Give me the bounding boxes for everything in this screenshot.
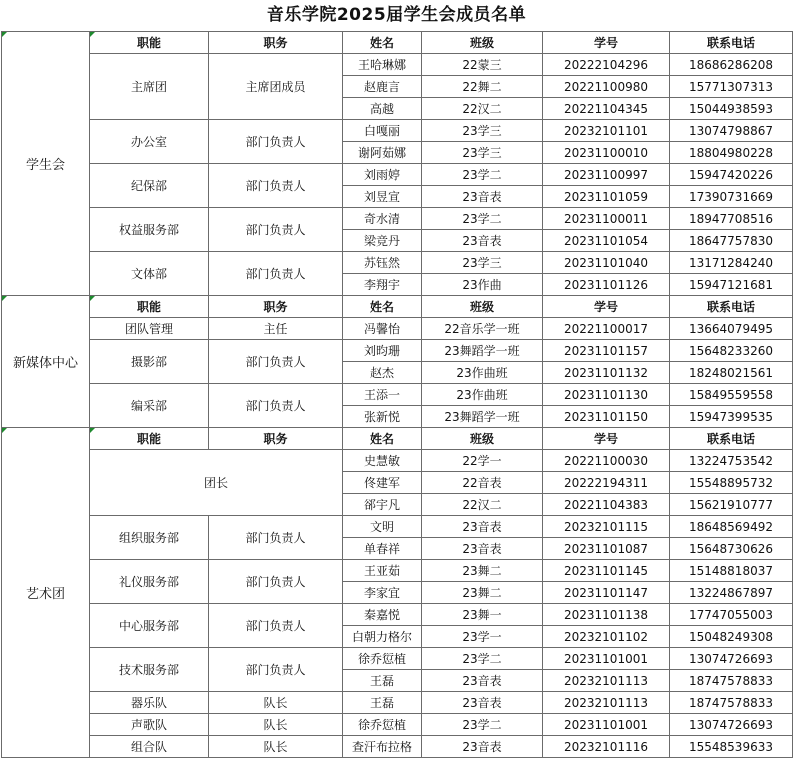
member-student-id: 20231101054 [543,230,670,252]
member-phone: 13664079495 [670,318,793,340]
section-name: 学生会 [2,32,90,296]
member-class: 23音表 [422,670,543,692]
column-header-phone: 联系电话 [670,296,793,318]
member-student-id: 20231101040 [543,252,670,274]
member-name: 李翔宇 [343,274,422,296]
column-header-id: 学号 [543,296,670,318]
member-phone: 15648233260 [670,340,793,362]
column-header-role: 职能 [90,296,209,318]
member-name: 佟建军 [343,472,422,494]
member-student-id: 20221100030 [543,450,670,472]
member-name: 史慧敏 [343,450,422,472]
member-phone: 15548895732 [670,472,793,494]
member-student-id: 20221100980 [543,76,670,98]
member-class: 23音表 [422,516,543,538]
member-name: 王亚茹 [343,560,422,582]
group-duty: 部门负责人 [209,252,343,296]
member-phone: 18647757830 [670,230,793,252]
member-student-id: 20231100010 [543,142,670,164]
table-row [2,648,793,670]
group-role: 团队管理 [90,318,209,340]
member-name: 冯馨怡 [343,318,422,340]
member-student-id: 20231101001 [543,714,670,736]
member-student-id: 20231101087 [543,538,670,560]
member-class: 23学一 [422,626,543,648]
table-row [2,318,793,340]
member-student-id: 20231100011 [543,208,670,230]
member-name: 谢阿茹娜 [343,142,422,164]
member-student-id: 20231101145 [543,560,670,582]
member-class: 22音乐学一班 [422,318,543,340]
section-header-row [2,32,793,54]
member-student-id: 20222194311 [543,472,670,494]
member-student-id: 20222104296 [543,54,670,76]
member-phone: 13171284240 [670,252,793,274]
member-class: 22汉二 [422,98,543,120]
table-row [2,714,793,736]
member-name: 王添一 [343,384,422,406]
member-name: 刘昱宣 [343,186,422,208]
member-phone: 18686286208 [670,54,793,76]
column-header-phone: 联系电话 [670,32,793,54]
group-role: 组织服务部 [90,516,209,560]
member-student-id: 20221100017 [543,318,670,340]
member-phone: 15548539633 [670,736,793,758]
group-duty: 部门负责人 [209,604,343,648]
group-duty: 部门负责人 [209,208,343,252]
member-phone: 15048249308 [670,626,793,648]
group-duty: 部门负责人 [209,164,343,208]
group-duty: 队长 [209,736,343,758]
member-name: 文明 [343,516,422,538]
member-phone: 18747578833 [670,670,793,692]
member-student-id: 20232101113 [543,692,670,714]
member-name: 刘昀珊 [343,340,422,362]
member-name: 徐乔愆植 [343,648,422,670]
member-phone: 13074726693 [670,714,793,736]
column-header-name: 姓名 [343,428,422,450]
member-name: 赵杰 [343,362,422,384]
member-phone: 18248021561 [670,362,793,384]
member-class: 22音表 [422,472,543,494]
group-duty: 主任 [209,318,343,340]
member-student-id: 20232101102 [543,626,670,648]
group-role: 办公室 [90,120,209,164]
member-name: 白朝力格尔 [343,626,422,648]
table-row [2,560,793,582]
member-name: 李家宜 [343,582,422,604]
member-student-id: 20231101001 [543,648,670,670]
table-row [2,164,793,186]
group-duty: 部门负责人 [209,560,343,604]
member-student-id: 20231101157 [543,340,670,362]
member-student-id: 20231101150 [543,406,670,428]
member-class: 23作曲班 [422,384,543,406]
member-name: 郤宇凡 [343,494,422,516]
member-phone: 15947121681 [670,274,793,296]
section-header-row [2,428,793,450]
member-name: 徐乔愆植 [343,714,422,736]
table-row [2,120,793,142]
page-title: 音乐学院2025届学生会成员名单 [266,5,527,25]
member-class: 22蒙三 [422,54,543,76]
member-class: 22汉二 [422,494,543,516]
group-role: 技术服务部 [90,648,209,692]
table-row [2,604,793,626]
member-student-id: 20231101138 [543,604,670,626]
group-duty: 部门负责人 [209,384,343,428]
member-phone: 15648730626 [670,538,793,560]
member-class: 23作曲班 [422,362,543,384]
member-class: 23舞蹈学一班 [422,340,543,362]
member-class: 23作曲 [422,274,543,296]
member-phone: 13224867897 [670,582,793,604]
column-header-role: 职能 [90,32,209,54]
member-name: 王磊 [343,692,422,714]
member-phone: 13074726693 [670,648,793,670]
member-name: 王哈琳娜 [343,54,422,76]
member-name: 白嘎丽 [343,120,422,142]
member-student-id: 20231101130 [543,384,670,406]
table-row [2,450,793,472]
member-phone: 15771307313 [670,76,793,98]
member-class: 23学三 [422,252,543,274]
section-name: 新媒体中心 [2,296,90,428]
column-header-id: 学号 [543,32,670,54]
member-phone: 15044938593 [670,98,793,120]
member-student-id: 20232101101 [543,120,670,142]
table-row [2,340,793,362]
member-phone: 15148818037 [670,560,793,582]
member-class: 22舞二 [422,76,543,98]
member-student-id: 20231101059 [543,186,670,208]
member-class: 23音表 [422,692,543,714]
table-row [2,208,793,230]
member-name: 王磊 [343,670,422,692]
member-class: 23学二 [422,164,543,186]
group-role: 权益服务部 [90,208,209,252]
column-header-duty: 职务 [209,428,343,450]
column-header-id: 学号 [543,428,670,450]
roster-table [1,31,793,758]
column-header-name: 姓名 [343,296,422,318]
member-student-id: 20231101132 [543,362,670,384]
section-name: 艺术团 [2,428,90,758]
member-phone: 13224753542 [670,450,793,472]
member-name: 梁竞丹 [343,230,422,252]
group-role: 器乐队 [90,692,209,714]
section-header-row [2,296,793,318]
group-role: 声歌队 [90,714,209,736]
member-phone: 15849559558 [670,384,793,406]
member-class: 23舞二 [422,560,543,582]
group-role: 礼仪服务部 [90,560,209,604]
member-name: 刘雨婷 [343,164,422,186]
column-header-name: 姓名 [343,32,422,54]
group-duty: 队长 [209,714,343,736]
member-class: 23音表 [422,736,543,758]
member-phone: 15947420226 [670,164,793,186]
member-class: 23舞一 [422,604,543,626]
member-name: 秦嘉悦 [343,604,422,626]
group-duty: 队长 [209,692,343,714]
member-student-id: 20221104383 [543,494,670,516]
table-row [2,252,793,274]
member-phone: 13074798867 [670,120,793,142]
member-class: 23舞二 [422,582,543,604]
group-duty: 部门负责人 [209,120,343,164]
column-header-phone: 联系电话 [670,428,793,450]
column-header-role: 职能 [90,428,209,450]
group-duty: 部门负责人 [209,516,343,560]
member-phone: 15621910777 [670,494,793,516]
member-class: 23音表 [422,230,543,252]
column-header-class: 班级 [422,296,543,318]
member-class: 23学二 [422,648,543,670]
table-row [2,692,793,714]
member-name: 苏钰然 [343,252,422,274]
member-student-id: 20232101115 [543,516,670,538]
group-role: 编采部 [90,384,209,428]
member-phone: 17390731669 [670,186,793,208]
group-role: 文体部 [90,252,209,296]
member-student-id: 20231101126 [543,274,670,296]
member-name: 高越 [343,98,422,120]
member-phone: 17747055003 [670,604,793,626]
member-class: 22学一 [422,450,543,472]
member-student-id: 20231101147 [543,582,670,604]
table-row [2,516,793,538]
table-row [2,54,793,76]
member-class: 23舞蹈学一班 [422,406,543,428]
member-phone: 18648569492 [670,516,793,538]
group-role: 中心服务部 [90,604,209,648]
member-student-id: 20221104345 [543,98,670,120]
group-duty: 主席团成员 [209,54,343,120]
member-name: 单春祥 [343,538,422,560]
member-class: 23音表 [422,186,543,208]
member-class: 23音表 [422,538,543,560]
group-role: 团长 [90,450,343,516]
group-duty: 部门负责人 [209,648,343,692]
group-role: 主席团 [90,54,209,120]
member-class: 23学二 [422,208,543,230]
table-row [2,736,793,758]
member-phone: 15947399535 [670,406,793,428]
member-name: 赵鹿言 [343,76,422,98]
member-student-id: 20232101116 [543,736,670,758]
table-row [2,384,793,406]
member-phone: 18804980228 [670,142,793,164]
member-class: 23学二 [422,714,543,736]
column-header-duty: 职务 [209,296,343,318]
member-student-id: 20232101113 [543,670,670,692]
group-role: 组合队 [90,736,209,758]
member-phone: 18947708516 [670,208,793,230]
group-duty: 部门负责人 [209,340,343,384]
column-header-class: 班级 [422,428,543,450]
member-phone: 18747578833 [670,692,793,714]
member-class: 23学三 [422,142,543,164]
member-name: 张新悦 [343,406,422,428]
member-name: 奇水清 [343,208,422,230]
column-header-duty: 职务 [209,32,343,54]
group-role: 纪保部 [90,164,209,208]
group-role: 摄影部 [90,340,209,384]
member-class: 23学三 [422,120,543,142]
member-student-id: 20231100997 [543,164,670,186]
column-header-class: 班级 [422,32,543,54]
member-name: 查汗布拉格 [343,736,422,758]
